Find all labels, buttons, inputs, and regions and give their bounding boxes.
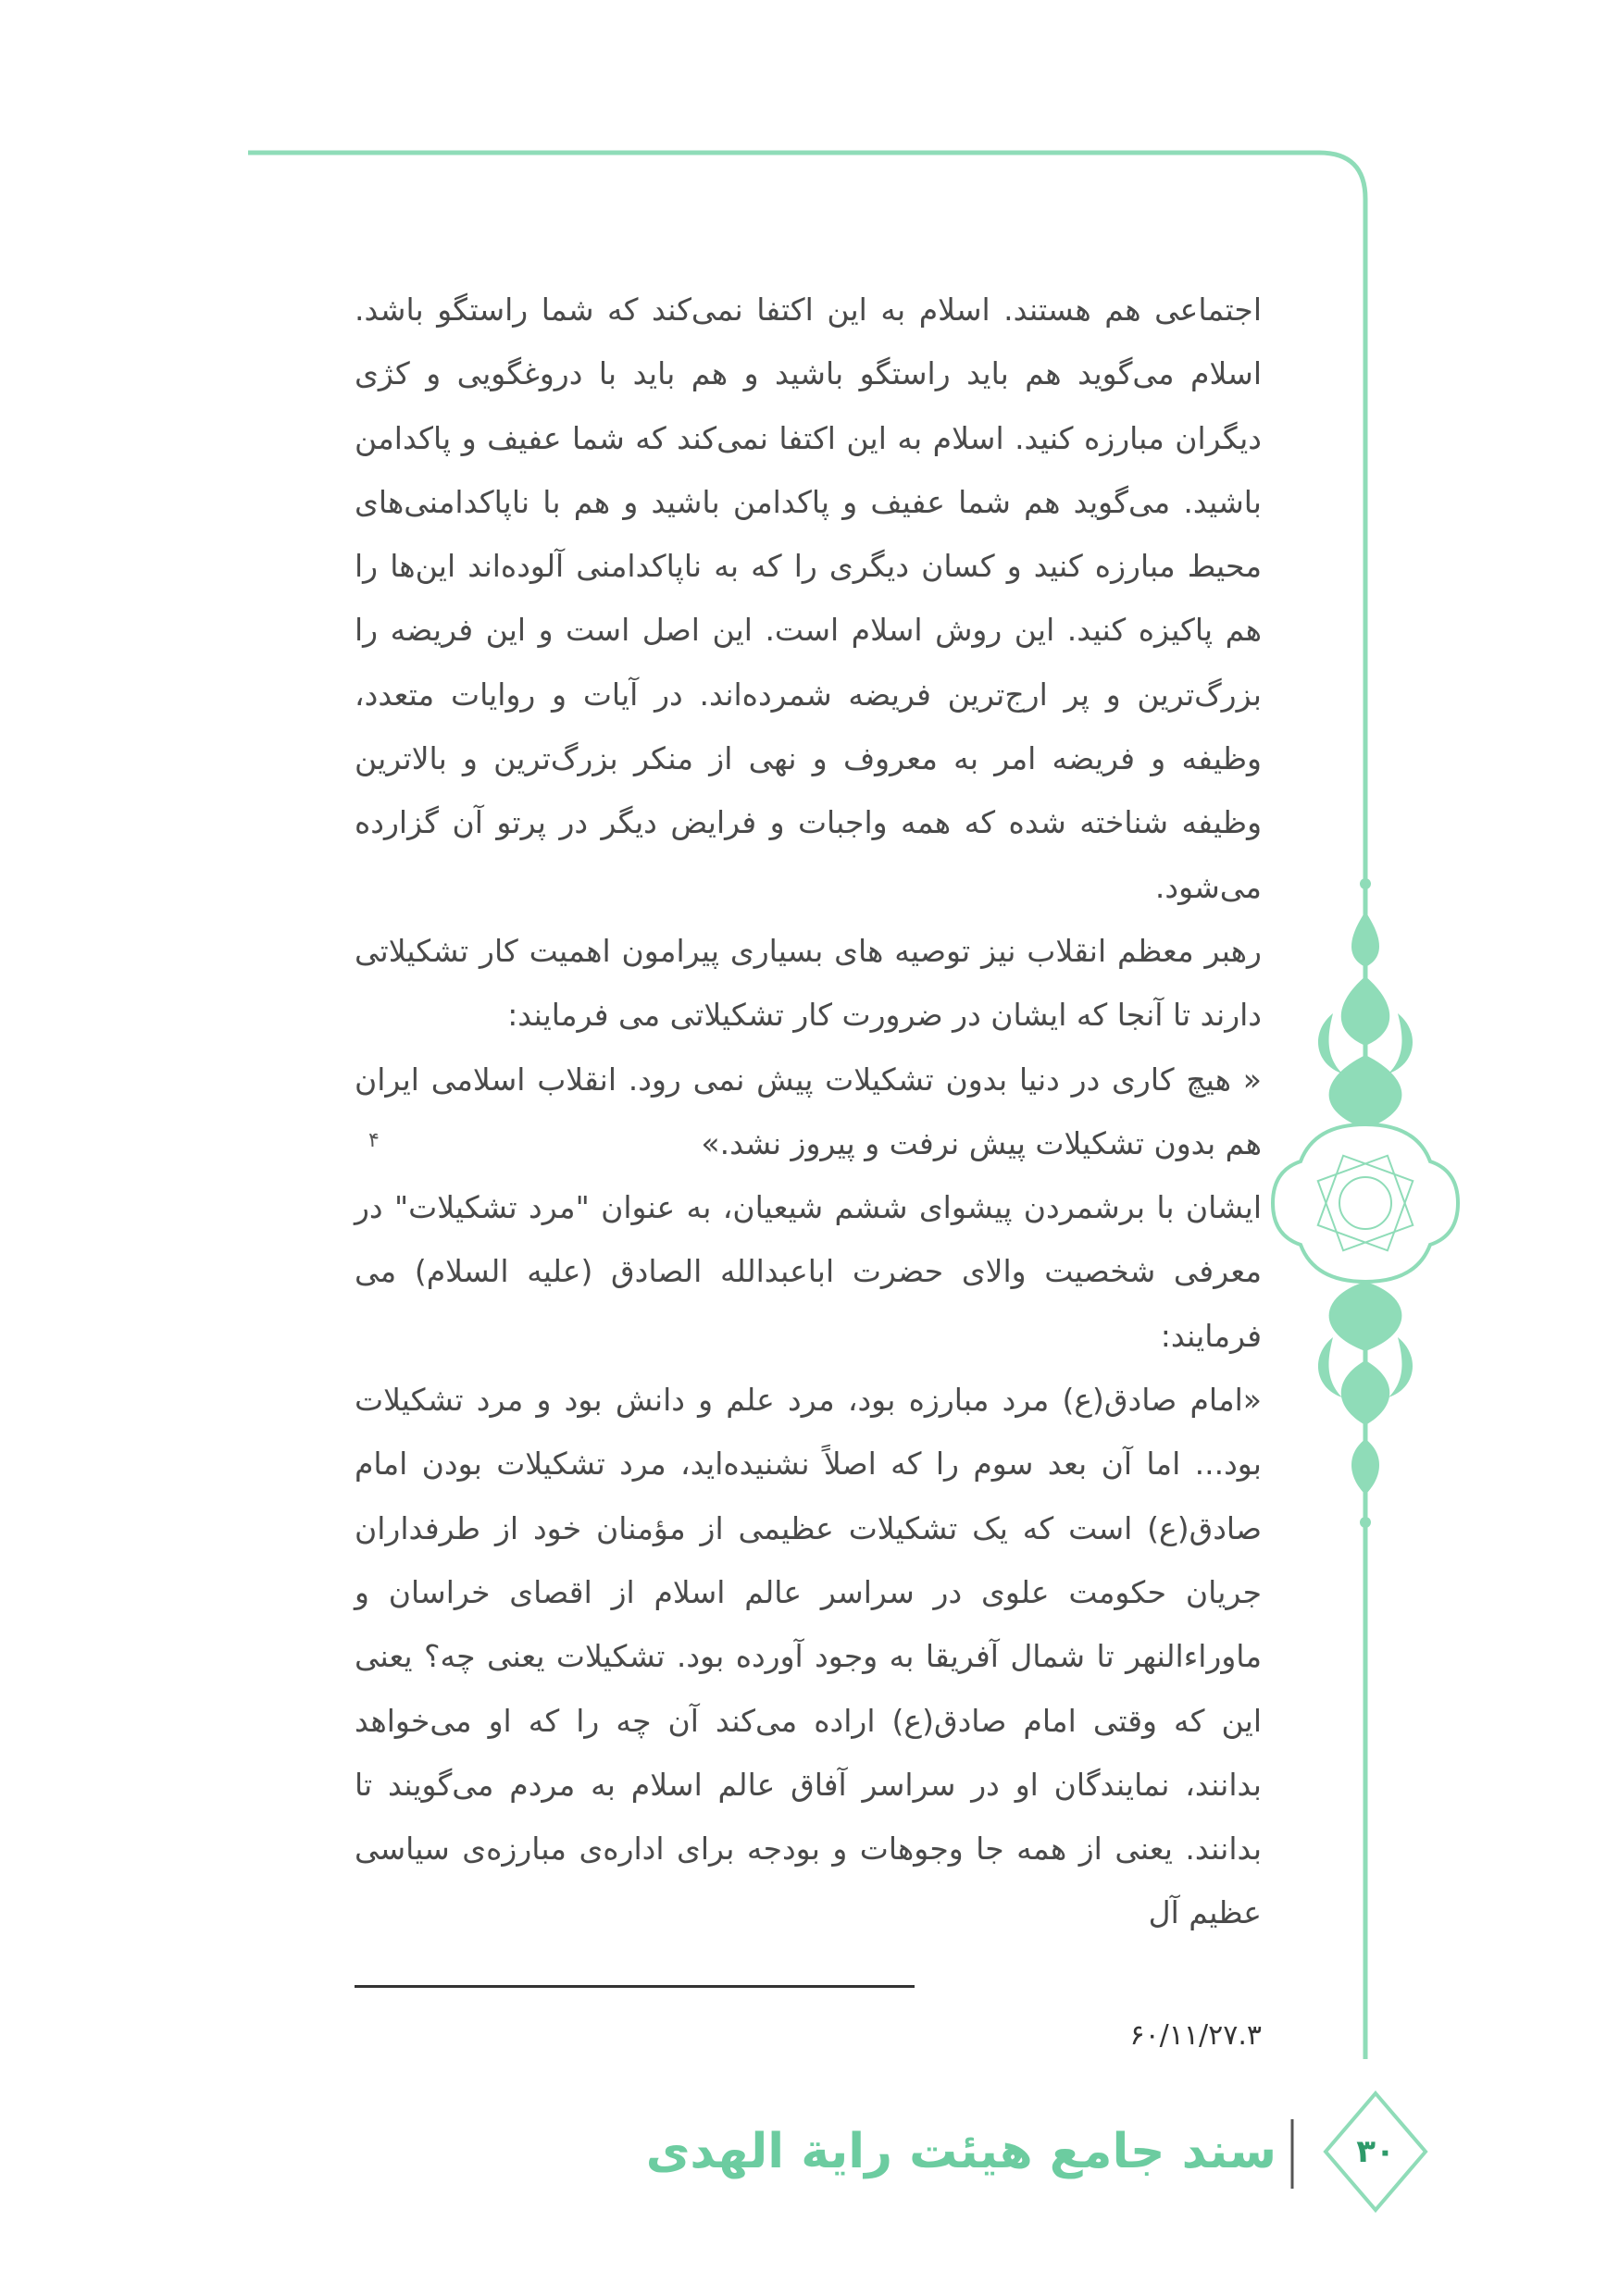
body-text — [355, 278, 1262, 1945]
paragraph: اجتماعی هم هستند. اسلام به این اکتفا نمی‌کند که شما راستگو باشد. اسلام می‌گوید هم باید راستگو باشید و هم باید با دروغگویی و کژی دیگران مبارزه کنید. اسلام به این اکتفا نمی‌کند که شما عفیف و پاکدامن باشید. می‌گوید هم شما عفیف و پاکدامن باشید و هم با ناپاکدامنی‌های محیط مبارزه کنید و کسان دیگری را که به ناپاکدامنی آلوده‌اند این‌ها را هم پاکیزه کنید. این روش اسلام است. این اصل است و این فریضه را بزرگ‌ترین و پر ارج‌ترین فریضه شمرده‌اند. در آیات و روایات متعدد، وظیفه و فریضه امر به معروف و نهی از منکر بزرگ‌ترین و بالاترین وظیفه شناخته شده که همه واجبات و فرایض دیگر در پرتو آن گزارده می‌شود. — [355, 292, 1262, 905]
book-title: سند جامع هیئت رایة الهدی — [645, 2124, 1277, 2179]
footnote-separator — [355, 1985, 915, 1988]
paragraph: ایشان با برشمردن پیشوای ششم شیعیان، به عنوان "مرد تشکیلات" در معرفی شخصیت والای حضرت اباعبدالله الصادق (علیه السلام) می فرمایند: — [355, 1189, 1262, 1354]
ornament-bottom — [1318, 1282, 1413, 1528]
footnote: ۶۰/۱۱/۲۷.۳ — [1129, 2019, 1262, 2052]
footnote-reference: ۴ — [368, 1129, 380, 1152]
paragraph: رهبر معظم انقلاب نیز توصیه های بسیاری پیرامون اهمیت کار تشکیلاتی دارند تا آنجا که ایشان در ضرورت کار تشکیلاتی می فرمایند: — [355, 932, 1262, 1034]
ornament-medallion — [1273, 1124, 1458, 1282]
page-number: ۳۰ — [1356, 2133, 1395, 2170]
quote-paragraph: « هیچ کاری در دنیا بدون تشکیلات پیش نمی رود. انقلاب اسلامی ایران هم بدون تشکیلات پیش نرفت و پیروز نشد.» — [355, 1061, 1262, 1161]
quote-paragraph: «امام صادق(ع) مرد مبارزه بود، مرد علم و دانش بود و مرد تشکیلات بود... اما آن بعد سوم را که اصلاً نشنیده‌اید، مرد تشکیلات بودن امام صادق(ع) است که یک تشکیلات عظیمی از مؤمنان خود از طرفداران جریان حکومت علوی در سراسر عالم اسلام از اقصای خراسان و ماوراء‌النهر تا شمال آفریقا به وجود آورده بود. تشکیلات یعنی چه؟ یعنی این که وقتی امام صادق(ع) اراده می‌کند آن چه را که او می‌خواهد بدانند، نمایندگان او در سراسر آفاق عالم اسلام به مردم می‌گویند تا بدانند. یعنی از همه جا وجوهات و بودجه برای اداره‌ی مبارزه‌ی سیاسی عظیم آل — [355, 1382, 1262, 1931]
ornament-top — [1318, 878, 1413, 1129]
